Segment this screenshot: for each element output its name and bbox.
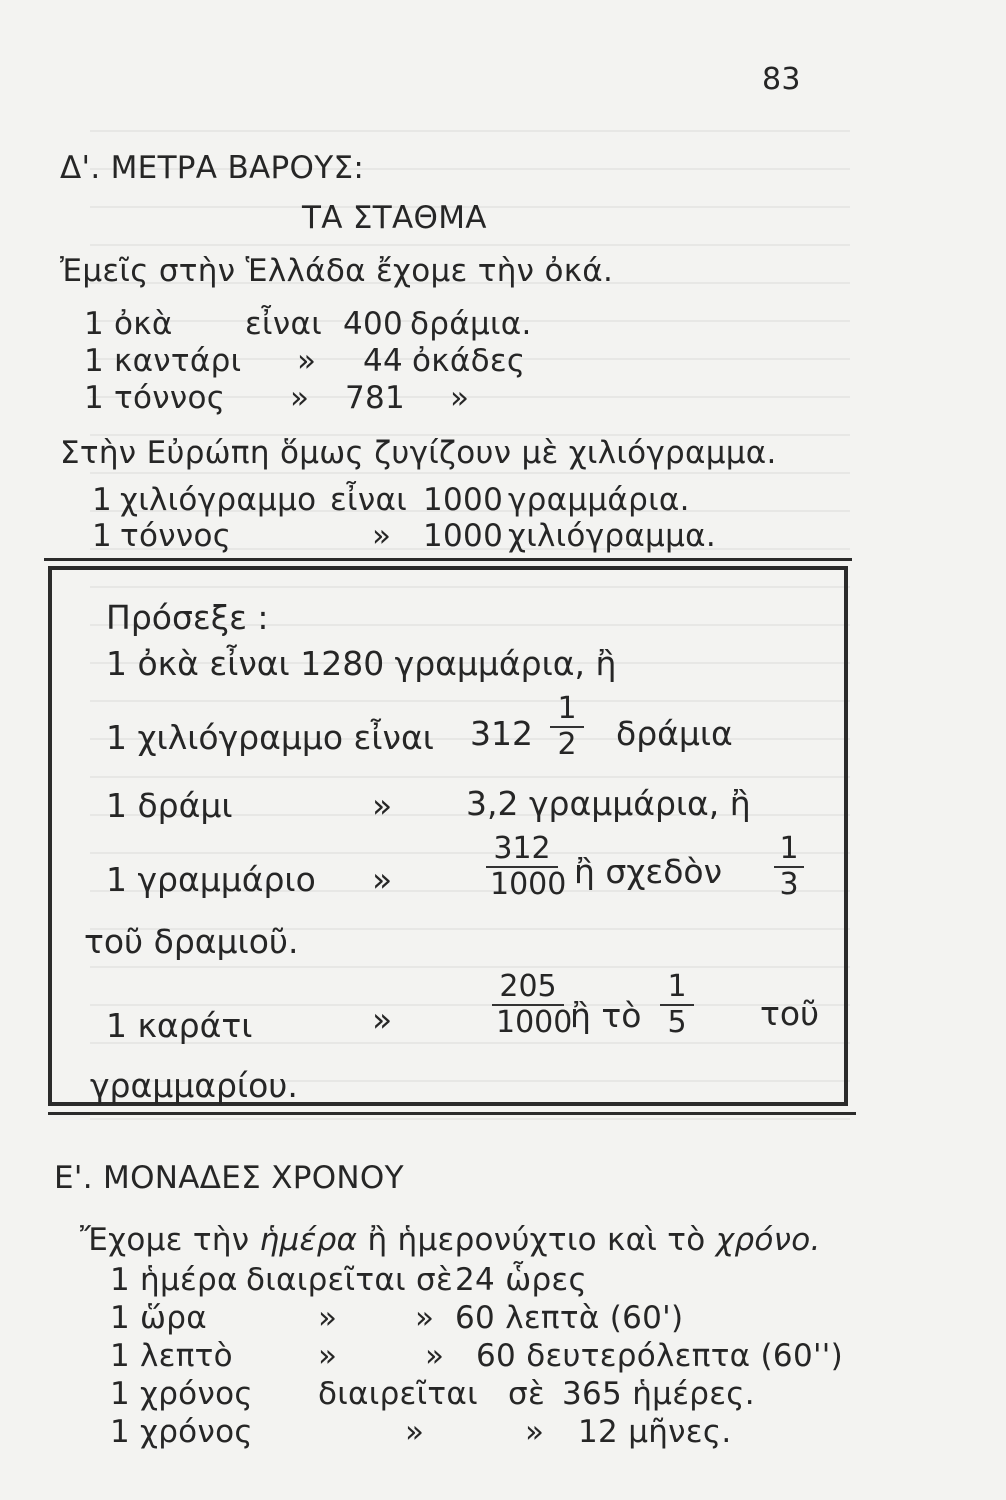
- ditto-mark: »: [372, 860, 393, 899]
- time-intro-b: ἡμέρα: [259, 1222, 358, 1258]
- ditto-mark: »: [372, 1000, 393, 1039]
- time-intro-d: χρόνο.: [715, 1222, 821, 1258]
- row-unit: τόννος: [120, 518, 232, 554]
- row-verb: εἶναι: [245, 306, 322, 342]
- time-intro-a: Ἔχομε τὴν: [80, 1222, 250, 1258]
- fraction: [550, 692, 584, 762]
- row-verb: »: [318, 1338, 338, 1374]
- row-qty: 1: [84, 380, 105, 416]
- line-lead: 1 δράμι: [106, 786, 233, 825]
- row-unit: ἡμέρα: [140, 1262, 238, 1298]
- fraction-numerator: 1: [557, 691, 577, 726]
- row-result: γραμμάρια.: [508, 482, 690, 518]
- row-qty: 1: [110, 1262, 131, 1298]
- ditto-mark: »: [372, 786, 393, 825]
- time-intro-c: ἢ ἡμερονύχτιο καὶ τὸ: [367, 1222, 706, 1258]
- row-qty: 1: [110, 1376, 131, 1412]
- row-value: 24 ὧρες: [455, 1262, 587, 1298]
- notice-box-bottom-rule: [48, 1112, 856, 1115]
- fraction: [492, 969, 573, 1040]
- line-tail: τοῦ: [760, 994, 820, 1033]
- row-unit: καντάρι: [114, 343, 242, 379]
- row-unit: λεπτὸ: [140, 1338, 233, 1374]
- fraction-denominator: 1000: [496, 1005, 573, 1040]
- row-qty: 1: [110, 1338, 131, 1374]
- line-tail: δράμια: [616, 714, 733, 753]
- row-unit: χρόνος: [140, 1414, 253, 1450]
- time-heading: Ε'. ΜΟΝΑΔΕΣ ΧΡΟΝΟΥ: [54, 1160, 404, 1196]
- row-verb: »: [290, 380, 310, 416]
- row-value: 60 δευτερόλεπτα (60''): [476, 1338, 844, 1374]
- row-verb: διαιρεῖται σὲ: [246, 1262, 454, 1298]
- line-whole: 312: [470, 714, 533, 753]
- notice-line-gram-continued: τοῦ δραμιοῦ.: [84, 922, 299, 961]
- fraction-denominator: 5: [667, 1005, 687, 1040]
- notice-title: Πρόσεξε :: [106, 598, 269, 637]
- row-value: 60 λεπτὰ (60'): [455, 1300, 684, 1336]
- row-value: 365 ἡμέρες.: [562, 1376, 755, 1412]
- fraction-numerator: 205: [499, 969, 557, 1004]
- notice-line-carat-continued: γραμμαρίου.: [90, 1066, 298, 1105]
- page-number: 83: [762, 62, 801, 97]
- fraction: [660, 970, 694, 1040]
- row-qty: 1: [110, 1300, 131, 1336]
- row-ditto: »: [525, 1414, 545, 1450]
- row-result: δράμια.: [410, 306, 532, 342]
- line-mid: ἢ τὸ: [570, 996, 642, 1035]
- row-ditto: σὲ: [508, 1376, 546, 1412]
- row-result: χιλιόγραμμα.: [508, 518, 716, 554]
- row-verb: εἶναι: [330, 482, 407, 518]
- row-verb: »: [318, 1300, 338, 1336]
- row-unit: ὥρα: [140, 1300, 207, 1336]
- time-intro: [80, 1222, 821, 1258]
- fraction: [774, 832, 804, 902]
- line-lead: 1 καράτι: [106, 1006, 253, 1045]
- fraction: [486, 831, 567, 902]
- row-verb: »: [297, 343, 317, 379]
- row-qty: 1: [110, 1414, 131, 1450]
- row-result: ὀκάδες: [412, 343, 526, 379]
- row-qty: 1: [92, 482, 113, 518]
- weights-heading: Δ'. ΜΕΤΡΑ ΒΑΡΟΥΣ:: [60, 150, 365, 186]
- row-unit: χιλιόγραμμο: [120, 482, 317, 518]
- row-qty: 1: [92, 518, 113, 554]
- row-value: 1000: [423, 482, 504, 518]
- line-value: 3,2 γραμμάρια, ἢ: [466, 784, 751, 823]
- row-value: 1000: [423, 518, 504, 554]
- fraction-denominator: 1000: [490, 867, 567, 902]
- row-result: »: [450, 380, 470, 416]
- europe-intro: Στὴν Εὐρώπη ὅμως ζυγίζουν μὲ χιλιόγραμμα.: [60, 435, 777, 471]
- notice-box-top-rule: [44, 558, 852, 561]
- fraction-numerator: 312: [493, 831, 551, 866]
- row-ditto: »: [415, 1300, 435, 1336]
- greece-intro: Ἐμεῖς στὴν Ἑλλάδα ἔχομε τὴν ὀκά.: [60, 253, 614, 289]
- weights-subheading: ΤΑ ΣΤΑΘΜΑ: [302, 200, 487, 236]
- line-mid: ἢ σχεδὸν: [574, 852, 723, 891]
- line-lead: 1 γραμμάριο: [106, 860, 316, 899]
- row-verb: διαιρεῖται: [318, 1376, 478, 1412]
- row-qty: 1: [84, 306, 105, 342]
- row-value: 400: [343, 306, 404, 342]
- row-value: 12 μῆνες.: [578, 1414, 732, 1450]
- row-qty: 1: [84, 343, 105, 379]
- row-value: 781: [345, 380, 406, 416]
- row-verb: »: [405, 1414, 425, 1450]
- row-value: 44: [363, 343, 404, 379]
- fraction-numerator: 1: [667, 969, 687, 1004]
- row-verb: »: [372, 518, 392, 554]
- fraction-denominator: 3: [779, 867, 799, 902]
- row-ditto: »: [425, 1338, 445, 1374]
- row-unit: χρόνος: [140, 1376, 253, 1412]
- notice-line-oka: 1 ὀκὰ εἶναι 1280 γραμμάρια, ἢ: [106, 644, 617, 683]
- row-unit: ὀκὰ: [114, 306, 173, 342]
- fraction-denominator: 2: [557, 727, 577, 762]
- line-lead: 1 χιλιόγραμμο εἶναι: [106, 718, 434, 757]
- fraction-numerator: 1: [779, 831, 799, 866]
- row-unit: τόννος: [114, 380, 226, 416]
